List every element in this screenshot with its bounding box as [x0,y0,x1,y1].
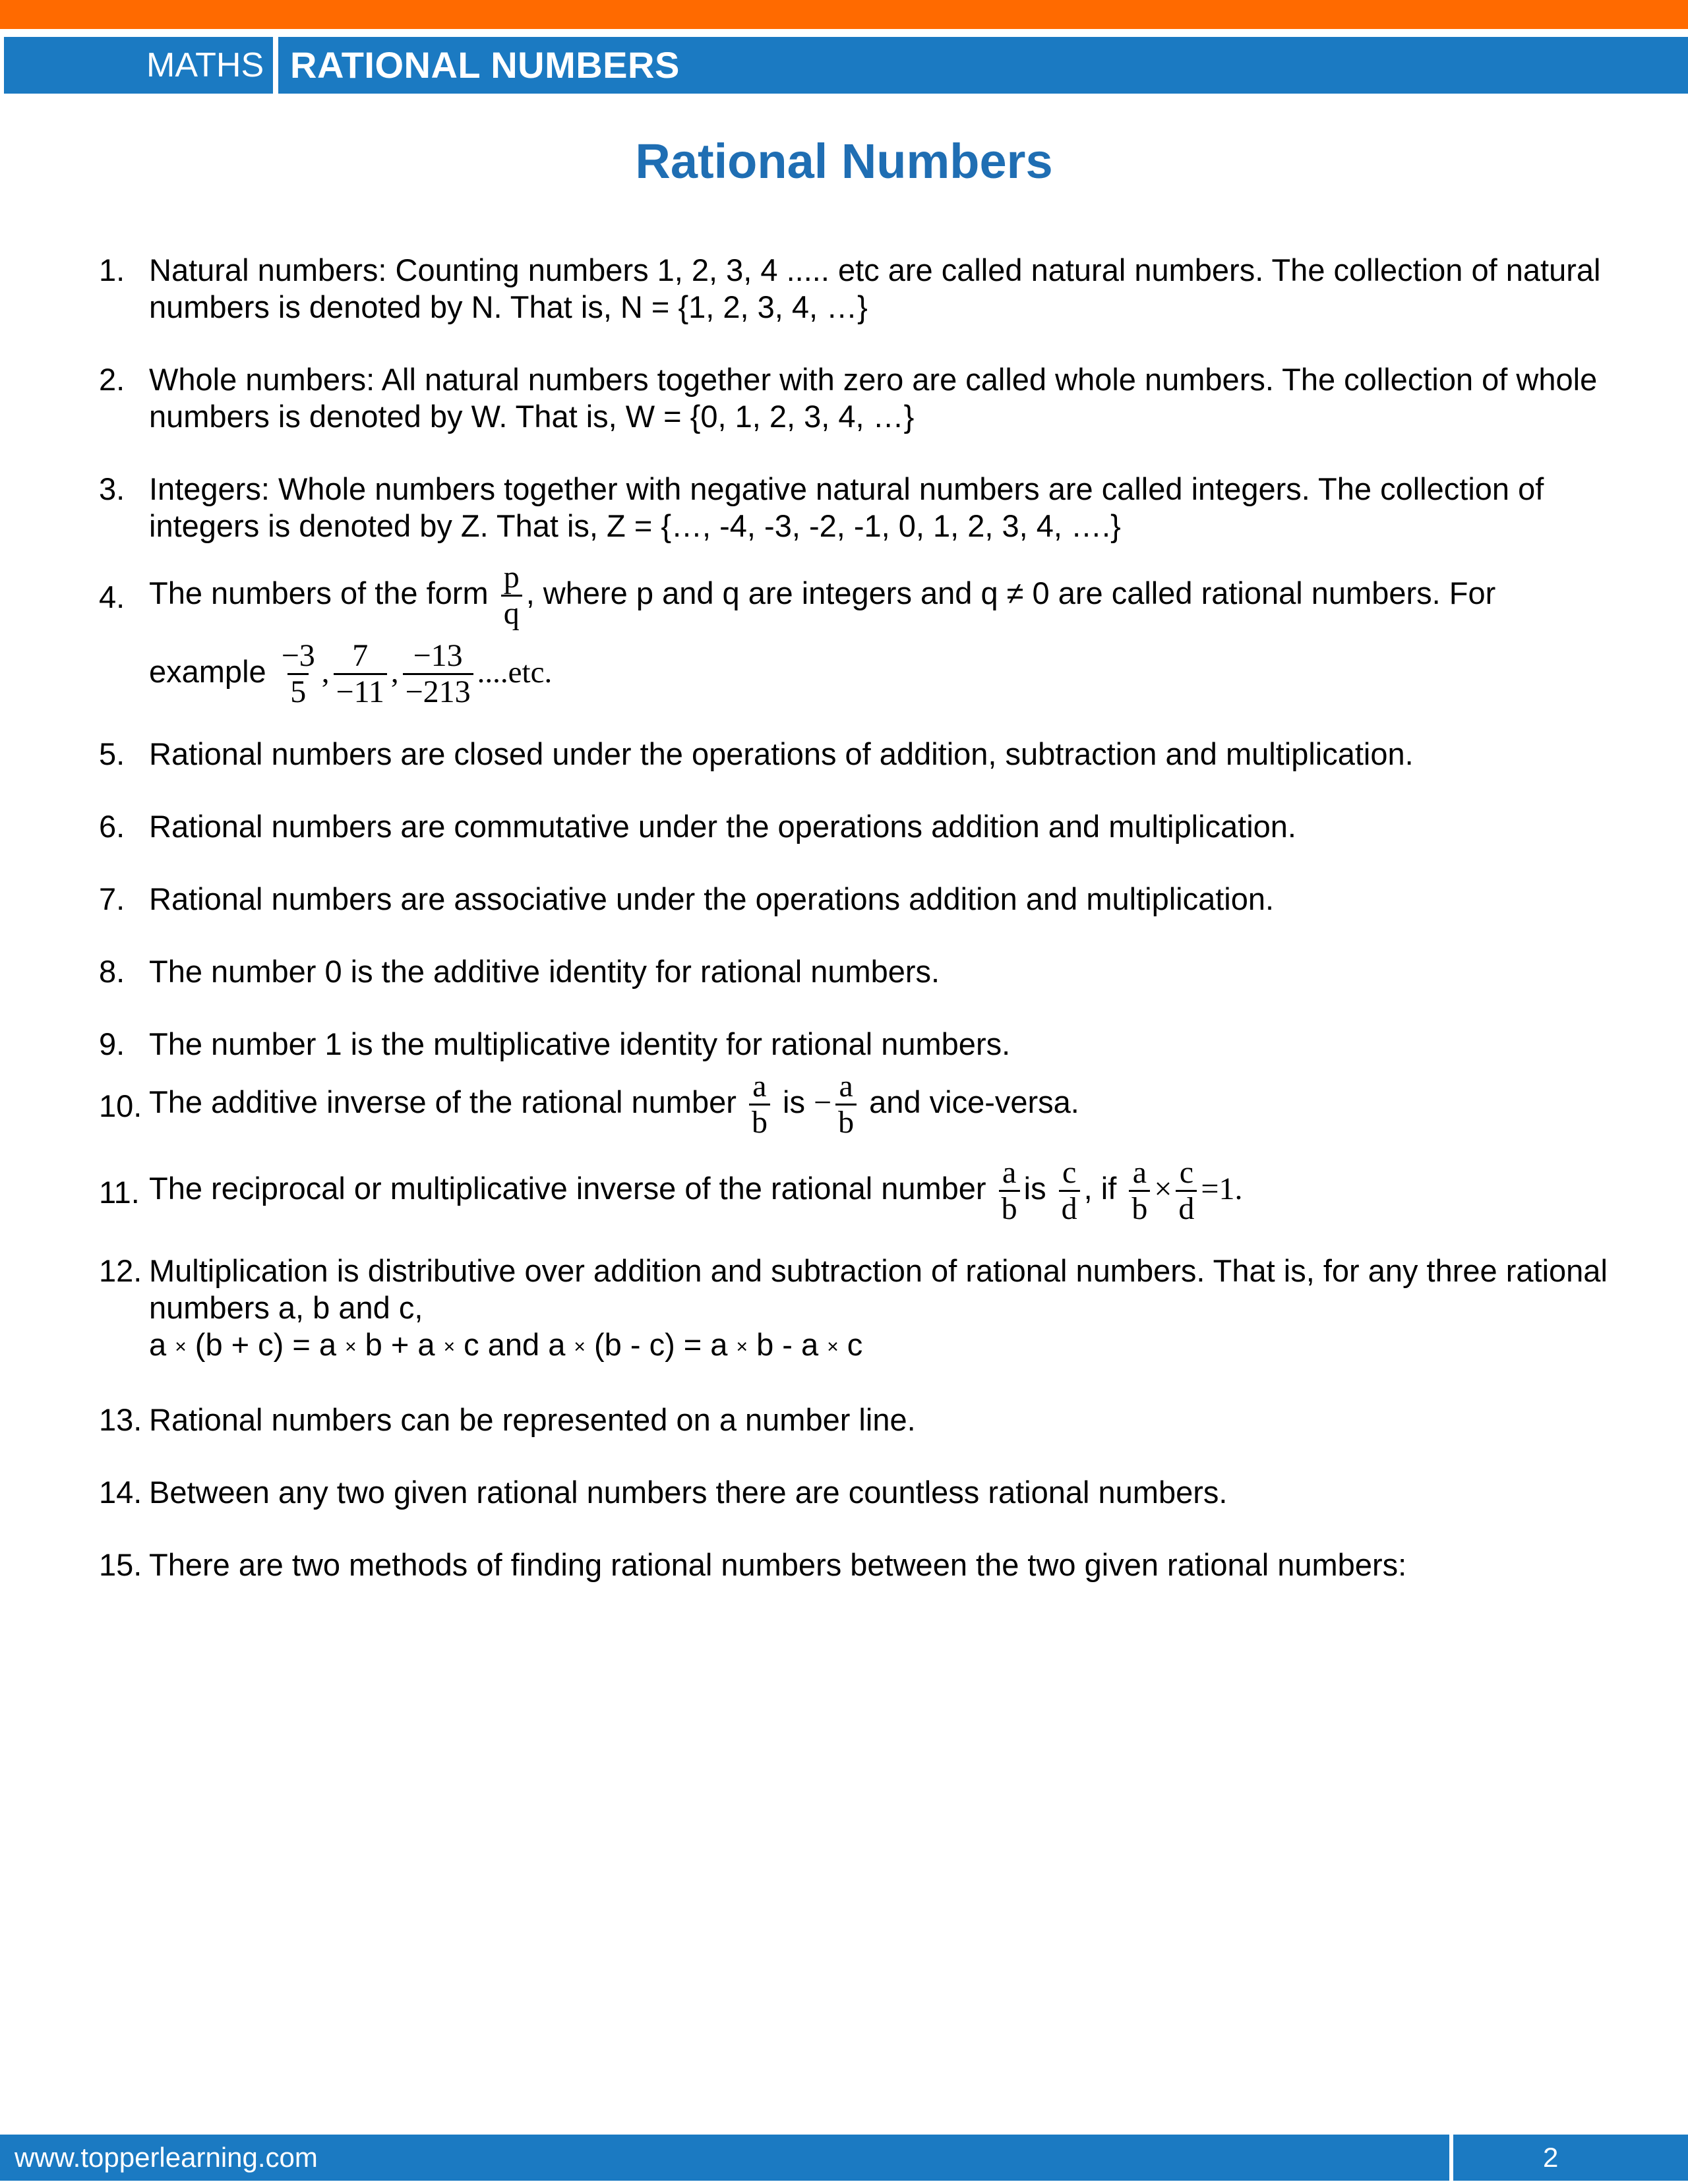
footer-divider [1449,2135,1453,2181]
list-item [99,1156,1615,1226]
list-item [99,471,1615,545]
fraction-example-3: $\frac{-13}{-213}$ [403,639,473,709]
fraction-a-over-b: $\frac{a}{b}$ [999,1156,1020,1226]
header-subject [4,37,270,94]
item-number: 2. [99,362,125,397]
header-subject-label: MATHS [146,46,264,84]
list-item [99,252,1615,326]
list-item [99,1069,1615,1140]
fraction-p-over-q: $\frac{p}{q}$ [501,560,522,631]
item-text: The number 0 is the additive identity for rational numbers. [149,954,940,989]
item-text: Rational numbers are associative under the operations addition and multiplication. [149,881,1275,916]
fraction-a-over-b: $\frac{a}{b}$ [749,1069,770,1140]
header-chapter: RATIONAL NUMBERS [290,44,680,86]
item-number: 15. [99,1547,142,1582]
item-text: Multiplication is distributive over addition and subtraction of rational numbers. That is, for any three rational numbers a, b and c, [149,1253,1608,1325]
fraction-c-over-d: $\frac{c}{d}$ [1176,1156,1197,1226]
footer-url[interactable]: www.topperlearning.com [15,2142,318,2173]
item-text: There are two methods of finding rational numbers between the two given rational numbers: [149,1547,1407,1582]
item-number: 13. [99,1402,142,1437]
item-text: Natural numbers: Counting numbers 1, 2, 3, 4 ..... etc are called natural numbers. The collection of natural numbers is denoted by N. That is, N = {1, 2, 3, 4, …} [149,252,1601,324]
list-item [99,1547,1615,1583]
page-number: 2 [1543,2142,1559,2173]
fraction-c-over-d: $\frac{c}{d}$ [1059,1156,1080,1226]
item-number: 1. [99,252,125,287]
item-number: 12. [99,1253,142,1288]
item-text: The number 1 is the multiplicative identity for rational numbers. [149,1026,1011,1061]
item-text: Integers: Whole numbers together with negative natural numbers are called integers. The collection of integers is denoted by Z. That is, Z = {…, -4, -3, -2, -1, 0, 1, 2, 3, 4, ….} [149,471,1544,543]
item-number: 10. [99,1088,142,1123]
fraction-a-over-b: $\frac{a}{b}$ [1129,1156,1150,1226]
fraction-example-2: $\frac{7}{-11}$ [334,639,387,709]
list-item [99,953,1615,990]
item-number: 6. [99,809,125,844]
list-item [99,1253,1615,1366]
item-text: Between any two given rational numbers there are countless rational numbers. [149,1474,1228,1510]
item-text: Rational numbers can be represented on a number line. [149,1402,916,1437]
item-text: The additive inverse of the rational number $\frac{a}{b}$ is − $\frac{a}{b}$ and vice-versa. [149,1069,1079,1140]
notes-list [99,252,1615,1583]
distributive-formula: a × (b + c) = a × b + a × c and a × (b - c) = a × b - a × c [149,1327,863,1362]
item-number: 11. [99,1175,140,1210]
list-item [99,808,1615,845]
item-text: The numbers of the form $\frac{p}{q}$ , where p and q are integers and q ≠ 0 are called rational numbers. For [149,560,1496,631]
list-item [99,881,1615,918]
item-number: 3. [99,471,125,506]
page-title: Rational Numbers [635,134,1053,189]
top-accent-bar [0,0,1688,29]
item-text: Rational numbers are closed under the operations of addition, subtraction and multiplication. [149,736,1414,771]
item-example: example $\frac{-3}{5}$ , $\frac{7}{-11}$ , $\frac{-13}{-213}$ ....etc. [149,638,553,709]
list-item [99,1474,1615,1511]
item-text: Whole numbers: All natural numbers together with zero are called whole numbers. The collection of whole numbers is denoted by W. That is, W = {0, 1, 2, 3, 4, …} [149,362,1598,434]
header-divider [273,37,278,94]
list-item [99,1026,1615,1063]
fraction-example-1: $\frac{-3}{5}$ [281,638,315,709]
list-item [99,1402,1615,1438]
item-number: 7. [99,881,125,916]
list-item [99,560,1615,709]
item-number: 8. [99,954,125,989]
item-text: The reciprocal or multiplicative inverse of the rational number $\frac{a}{b}$ is $\frac{c}{d}$ , if $\frac{a}{b}$ × $\frac{c}{d}$ =1. [149,1155,1243,1226]
item-text: Rational numbers are commutative under the operations addition and multiplication. [149,809,1296,844]
item-number: 9. [99,1026,125,1061]
list-item [99,361,1615,435]
item-number: 5. [99,736,125,771]
list-item [99,736,1615,773]
item-number: 14. [99,1474,142,1510]
fraction-neg-a-over-b: $\frac{a}{b}$ [835,1069,857,1140]
item-number: 4. [99,579,125,614]
